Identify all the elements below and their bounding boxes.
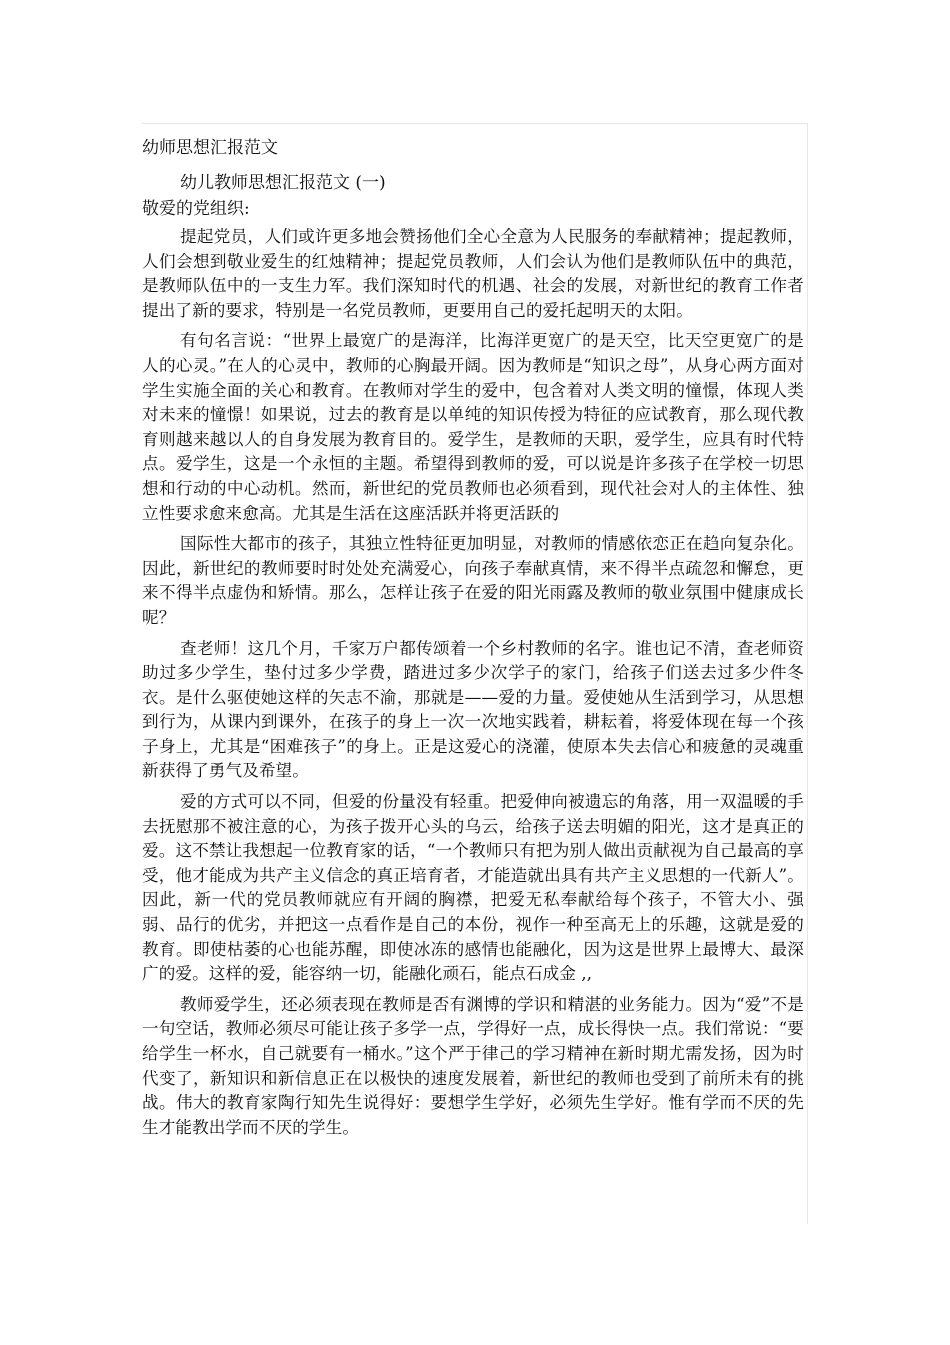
document-body [142,135,804,1146]
paragraph: 查老师！这几个月，千家万户都传颂着一个乡村教师的名字。谁也记不清，查老师资助过多少学生，垫付过多少学费，踏进过多少次学子的家门，给孩子们送去过多少件冬衣。是什么驱使她这样的矢志不渝，那就是——爱的力量。爱使她从生活到学习，从思想到行为，从课内到课外，在孩子的身上一次一次地实践着，耕耘着，将爱体现在每一个孩子身上，尤其是“困难孩子”的身上。正是这爱心的浇灌，使原本失去信心和疲惫的灵魂重新获得了勇气及希望。 [142,638,804,781]
paragraph: 有句名言说：“世界上最宽广的是海洋，比海洋更宽广的是天空，比天空更宽广的是人的心灵。”在人的心灵中，教师的心胸最开阔。因为教师是“知识之母”，从身心两方面对学生实施全面的关心和教育。在教师对学生的爱中，包含着对人类文明的憧憬，体现人类对未来的憧憬！如果说，过去的教育是以单纯的知识传授为特征的应试教育，那么现代教育则越来越以人的自身发展为教育目的。爱学生，是教师的天职，爱学生，应具有时代特点。爱学生，这是一个永恒的主题。希望得到教师的爱，可以说是许多孩子在学校一切思想和行动的中心动机。然而，新世纪的党员教师也必须看到，现代社会对人的主体性、独立性要求愈来愈高。尤其是生活在这座活跃并将更活跃的 [142,331,804,523]
paragraph: 爱的方式可以不同，但爱的份量没有轻重。把爱伸向被遗忘的角落，用一双温暖的手去抚慰那不被注意的心，为孩子拨开心头的乌云，给孩子送去明媚的阳光，这才是真正的爱。这不禁让我想起一位教育家的话，“一个教师只有把为别人做出贡献视为自己最高的享受，他才能成为共产主义信念的真正培育者，才能造就出具有共产主义思想的一代新人”。因此，新一代的党员教师就应有开阔的胸襟，把爱无私奉献给每个孩子，不管大小、强弱、品行的优劣，并把这一点看作是自己的本份，视作一种至高无上的乐趣，这就是爱的教育。即使枯萎的心也能苏醒，即使冰冻的感情也能融化，因为这是世界上最博大、最深广的爱。这样的爱，能容纳一切，能融化顽石，能点石成金 ,, [142,792,804,984]
document-title: 幼师思想汇报范文 [142,138,278,158]
paragraph: 提起党员，人们或许更多地会赞扬他们全心全意为人民服务的奉献精神；提起教师，人们会想到敬业爱生的红烛精神；提起党员教师，人们会认为他们是教师队伍中的典范，是教师队伍中的一支生力军。我们深知时代的机遇、社会的发展，对新世纪的教育工作者提出了新的要求，特别是一名党员教师，更要用自己的爱托起明天的太阳。 [142,227,804,320]
paragraph: 教师爱学生，还必须表现在教师是否有渊博的学识和精湛的业务能力。因为“爱”不是一句空话，教师必须尽可能让孩子多学一点，学得好一点，成长得快一点。我们常说：“要给学生一杯水，自己就要有一桶水。”这个严于律己的学习精神在新时期尤需发扬，因为时代变了，新知识和新信息正在以极快的速度发展着，新世纪的教师也受到了前所未有的挑战。伟大的教育家陶行知先生说得好：要想学生学好，必须先生学好。惟有学而不厌的先生才能教出学而不厌的学生。 [142,994,804,1137]
document-subtitle: 幼儿教师思想汇报范文 (一) [180,173,386,193]
paragraph: 国际性大都市的孩子，其独立性特征更加明显，对教师的情感依恋正在趋向复杂化。因此，新世纪的教师要时时处处充满爱心，向孩子奉献真情，来不得半点疏忽和懈怠，更来不得半点虚伪和矫情。那么，怎样让孩子在爱的阳光雨露及教师的敬业氛围中健康成长呢？ [142,534,804,627]
salutation: 敬爱的党组织: [142,199,250,219]
